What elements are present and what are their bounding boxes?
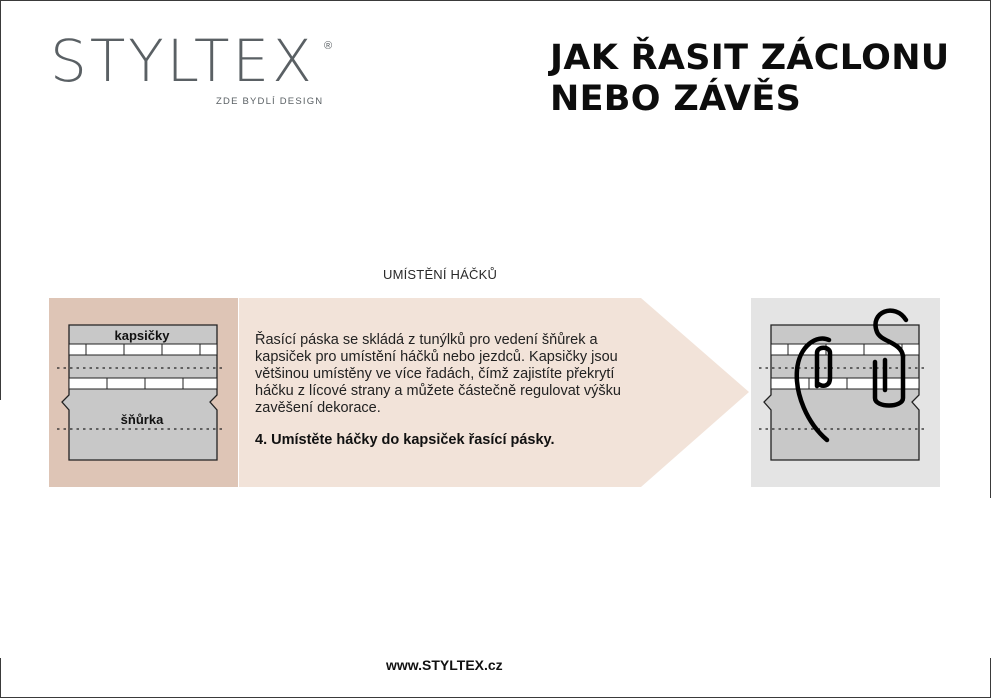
logo-tagline: ZDE BYDLÍ DESIGN xyxy=(216,96,324,107)
label-snurka: šňůrka xyxy=(120,412,164,427)
styltex-logo: STYLTEX xyxy=(50,27,315,95)
page-title-line-2: NEBO ZÁVĚS xyxy=(550,79,802,119)
description-paragraph: Řasící páska se skládá z tunýlků pro vedení šňůrek a kapsiček pro umístění háčků nebo jezdců. Kapsičky jsou většinou umístěny ve více řadách, čímž zajistíte překrytí háčku z lícové strany a můžete částečně regulovat výšku zavěšení dekorace. xyxy=(255,332,621,416)
label-kapsicky: kapsičky xyxy=(114,328,170,343)
instruction-band xyxy=(49,298,940,487)
page-edge-gap-right xyxy=(989,498,992,658)
page-title xyxy=(550,38,950,120)
page-title-line-1: JAK ŘASIT ZÁCLONU xyxy=(550,38,950,78)
tape-diagram xyxy=(49,298,238,487)
description-text xyxy=(255,332,655,417)
step-instruction: 4. Umístěte háčky do kapsiček řasící pásky. xyxy=(255,432,555,448)
hooks-diagram xyxy=(751,298,940,487)
footer-website-link[interactable]: www.STYLTEX.cz xyxy=(386,657,503,673)
page-edge-gap-left xyxy=(0,400,3,658)
hooks-diagram-panel xyxy=(751,298,940,487)
registered-mark: ® xyxy=(324,40,333,52)
tape-diagram-panel xyxy=(49,298,238,487)
section-heading: UMÍSTĚNÍ HÁČKŮ xyxy=(383,267,498,282)
